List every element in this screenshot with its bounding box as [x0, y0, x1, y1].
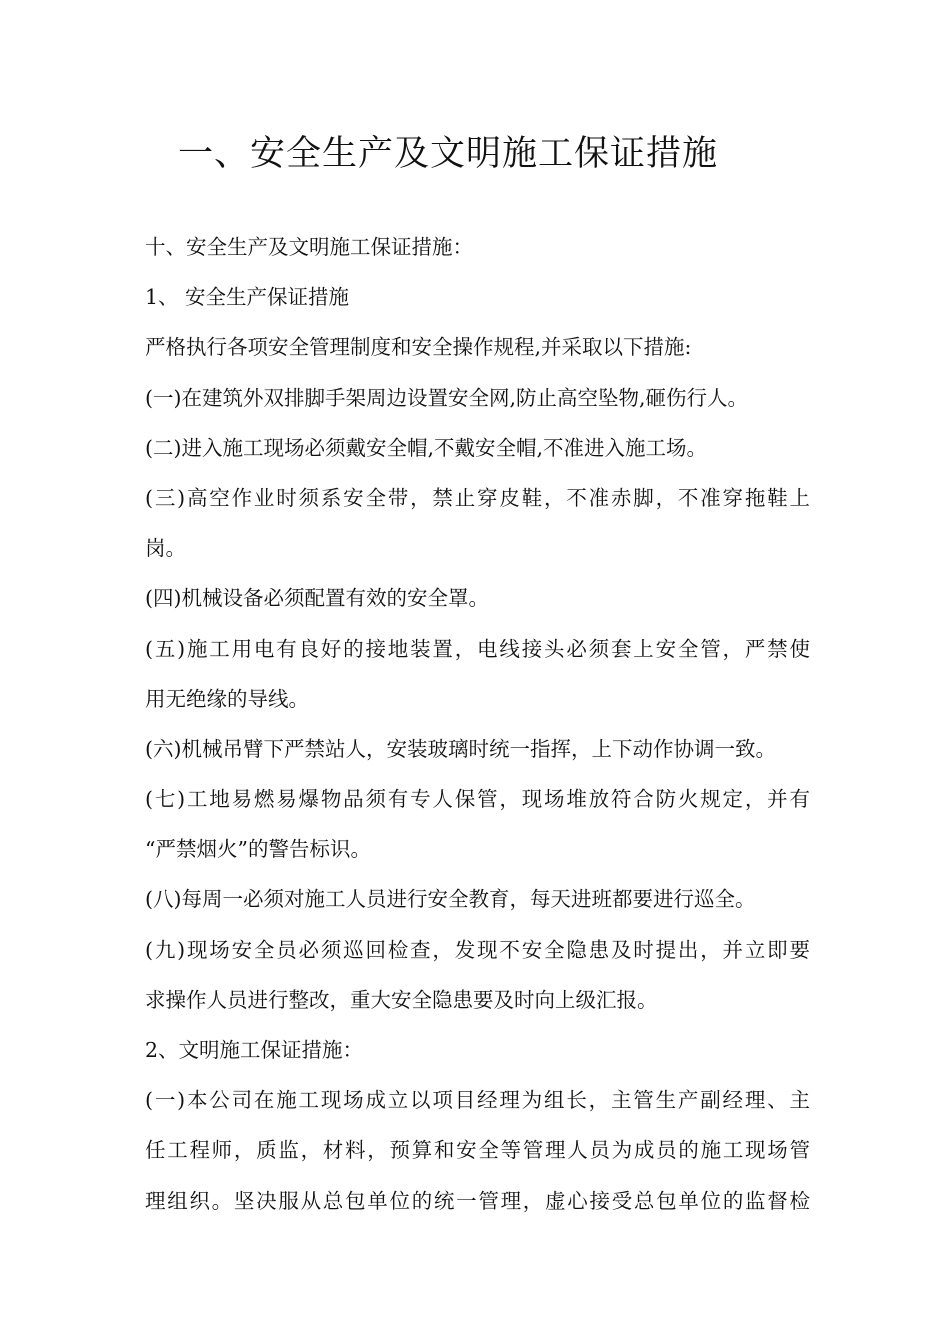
subsection-heading: 1、 安全生产保证措施: [145, 285, 350, 310]
paragraph-line: (三)高空作业时须系安全带，禁止穿皮鞋，不准赤脚，不准穿拖鞋上: [145, 485, 810, 510]
subsection-heading: 2、文明施工保证措施：: [145, 1038, 364, 1062]
paragraph-line: (五)施工用电有良好的接地装置，电线接头必须套上安全管，严禁使: [145, 636, 810, 661]
paragraph-line: (七)工地易燃易爆物品须有专人保管，现场堆放符合防火规定，并有: [145, 787, 810, 812]
document-title: 一、安全生产及文明施工保证措施: [178, 134, 719, 174]
paragraph-line: (二)进入施工现场必须戴安全帽,不戴安全帽,不准进入施工场。: [145, 435, 708, 460]
paragraph-line: 求操作人员进行整改，重大安全隐患要及时向上级汇报。: [145, 987, 658, 1012]
paragraph-line: “严禁烟火”的警告标识。: [145, 837, 371, 862]
paragraph-line: (八)每周一必须对施工人员进行安全教育，每天进班都要进行巡全。: [145, 887, 756, 912]
paragraph-line: 严格执行各项安全管理制度和安全操作规程,并采取以下措施:: [145, 335, 692, 360]
paragraph-line: 任工程师，质监，材料，预算和安全等管理人员为成员的施工现场管: [145, 1138, 810, 1163]
paragraph-line: (一)本公司在施工现场成立以项目经理为组长，主管生产副经理、主: [145, 1088, 810, 1113]
section-heading: 十、安全生产及文明施工保证措施：: [145, 235, 473, 259]
paragraph-line: (一)在建筑外双排脚手架周边设置安全网,防止高空坠物,砸伤行人。: [145, 385, 749, 410]
paragraph-line: 岗。: [145, 536, 186, 561]
paragraph-line: (六)机械吊臂下严禁站人，安装玻璃时统一指挥，上下动作协调一致。: [145, 736, 776, 761]
document-body: [145, 222, 810, 1226]
paragraph-line: 理组织。坚决服从总包单位的统一管理，虚心接受总包单位的监督检: [145, 1188, 810, 1213]
paragraph-line: (九)现场安全员必须巡回检查，发现不安全隐患及时提出，并立即要: [145, 937, 810, 962]
paragraph-line: 用无绝缘的导线。: [145, 686, 309, 711]
paragraph-line: (四)机械设备必须配置有效的安全罩。: [145, 586, 489, 611]
